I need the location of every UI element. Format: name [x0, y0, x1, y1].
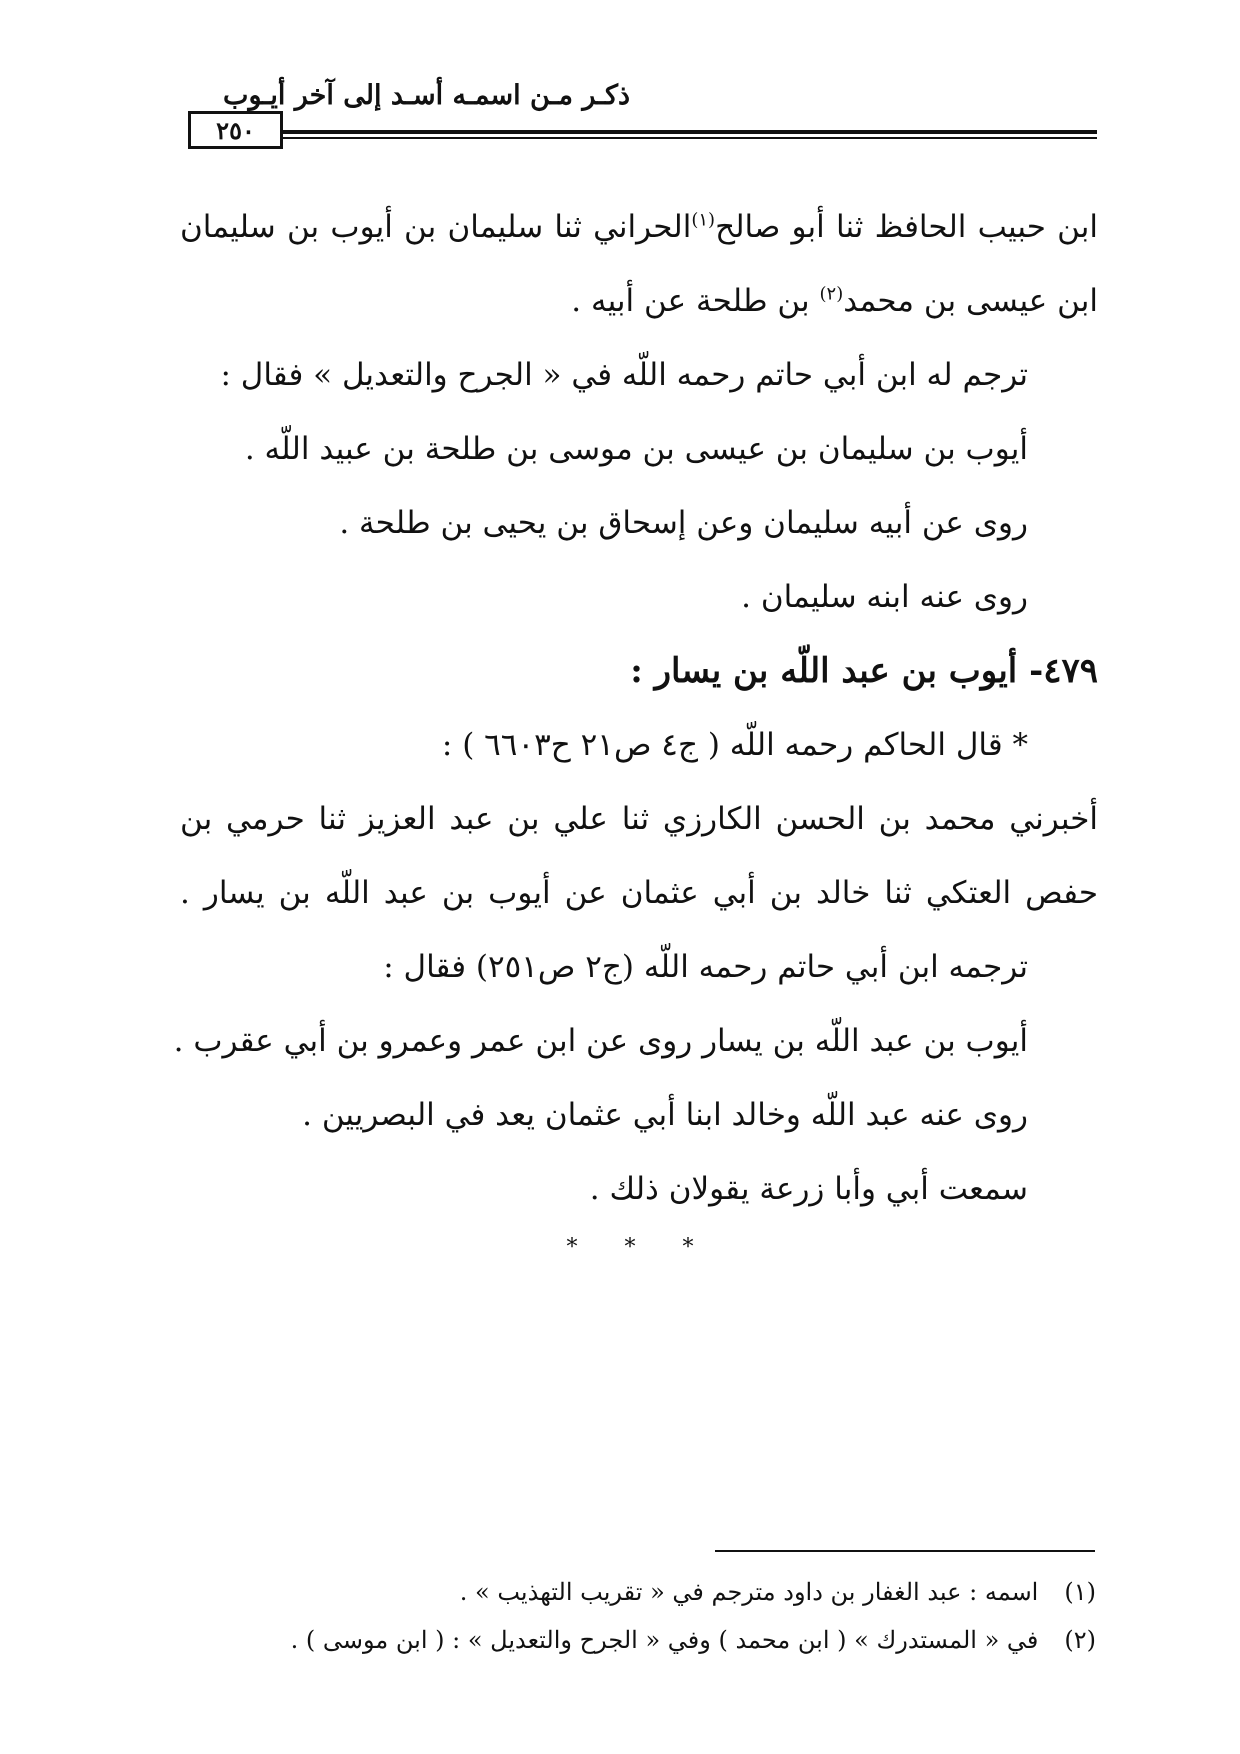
footnote-text: في « المستدرك » ( ابن محمد ) وفي « الجرح والتعديل » : ( ابن موسى ) .: [290, 1626, 1039, 1654]
footnote-ref-2: (٢): [819, 283, 844, 305]
text-segment: ابن عيسى بن محمد: [843, 283, 1098, 319]
footnote-2: [240, 1616, 1096, 1664]
text-line-10: حفص العتكي ثنا خالد بن أبي عثمان عن أيوب بن عبد اللّه بن يسار .: [180, 875, 1098, 911]
footnote-1: [240, 1568, 1096, 1616]
footnote-ref-1: (١): [691, 209, 716, 231]
footnote-text: اسمه : عبد الغفار بن داود مترجم في « تقريب التهذيب » .: [459, 1578, 1039, 1606]
text-line-11: ترجمه ابن أبي حاتم رحمه اللّه (ج٢ ص٢٥١) فقال :: [383, 949, 1028, 985]
text-segment: الحراني ثنا سليمان بن أيوب بن سليمان: [180, 209, 692, 245]
text-line-13: روى عنه عبد اللّه وخالد ابنا أبي عثمان يعد في البصريين .: [302, 1097, 1028, 1133]
footnote-number: (١): [1064, 1578, 1096, 1606]
footnotes: [240, 1568, 1096, 1664]
text-line-6: روى عنه ابنه سليمان .: [741, 579, 1028, 615]
main-text: [173, 190, 1098, 1226]
text-line-8: * قال الحاكم رحمه اللّه ( ج٤ ص٢١ ح٦٦٠٣ ) :: [441, 727, 1028, 763]
text-line-14: سمعت أبي وأبا زرعة يقولان ذلك .: [589, 1171, 1028, 1207]
header-rule: [283, 130, 1097, 134]
text-line-12: أيوب بن عبد اللّه بن يسار روى عن ابن عمر وعمرو بن أبي عقرب .: [173, 1023, 1028, 1059]
text-line-9: أخبرني محمد بن الحسن الكارزي ثنا علي بن عبد العزيز ثنا حرمي بن: [180, 801, 1098, 837]
text-line-2: [180, 264, 1098, 338]
text-line-1: [180, 190, 1098, 264]
header-rule-thin: [188, 137, 1097, 139]
text-segment: بن طلحة عن أبيه .: [571, 283, 820, 319]
text-line-5: روى عن أبيه سليمان وعن إسحاق بن يحيى بن طلحة .: [339, 505, 1028, 541]
footnote-rule: [715, 1550, 1095, 1552]
running-title: ذكـر مـن اسمـه أسـد إلى آخر أيـوب: [223, 80, 630, 111]
text-line-3: ترجم له ابن أبي حاتم رحمه اللّه في « الجرح والتعديل » فقال :: [220, 357, 1028, 393]
text-segment: ابن حبيب الحافظ ثنا أبو صالح: [715, 209, 1098, 245]
text-line-4: أيوب بن سليمان بن عيسى بن موسى بن طلحة بن عبيد اللّه .: [244, 431, 1028, 467]
entry-heading: ٤٧٩- أيوب بن عبد اللّه بن يسار :: [630, 651, 1098, 691]
section-separator: * * *: [566, 1235, 714, 1260]
page-number: ٢٥٠: [188, 111, 283, 149]
footnote-number: (٢): [1064, 1626, 1096, 1654]
